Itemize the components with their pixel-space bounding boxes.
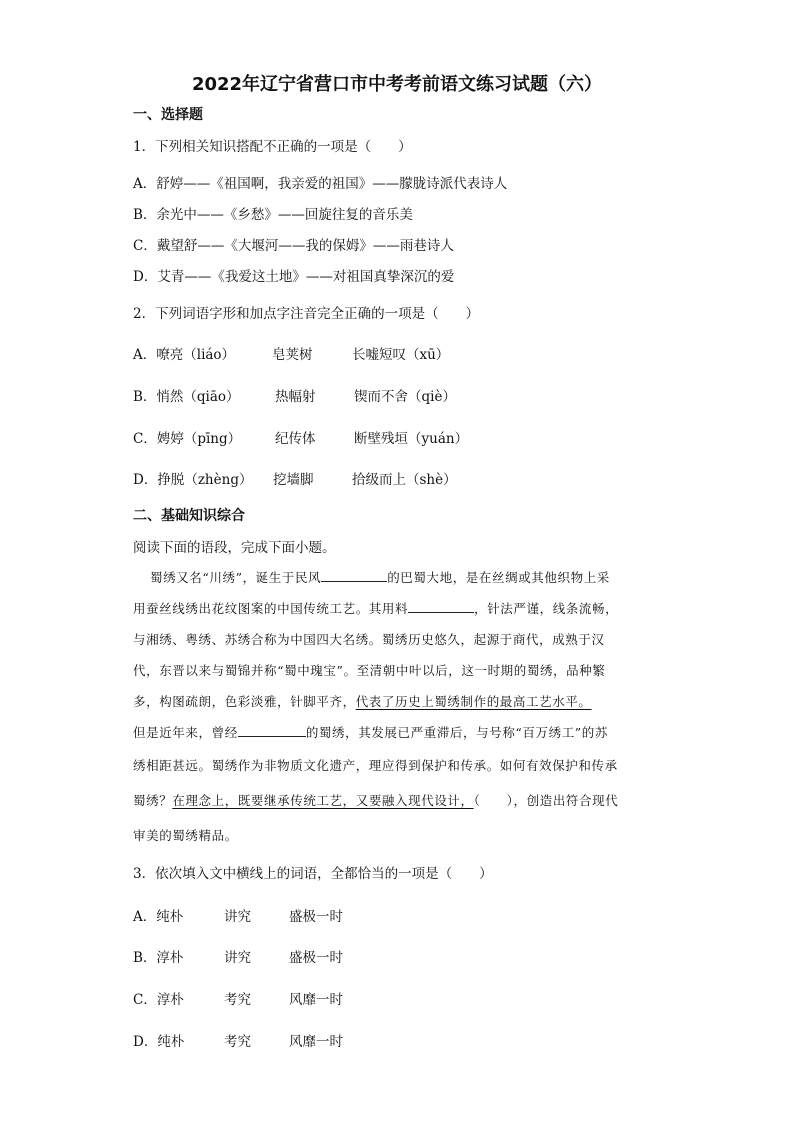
question-3-option-b-1: B．淳朴 [133,950,184,966]
question-1-option-a: A．舒婷——《祖国啊，我亲爱的祖国》——朦胧诗派代表诗人 [133,176,508,192]
question-3-option-d-1: D．纯朴 [133,1034,185,1050]
question-2-option-c-2: 纪传体 [275,431,316,447]
page-title: 2022年辽宁省营口市中考考前语文练习试题（六） [191,74,603,95]
fill-blank-2[interactable] [408,600,474,613]
question-3-option-c-3: 风靡一时 [289,992,343,1008]
question-1-option-d: D．艾青——《我爱这土地》——对祖国真挚深沉的爱 [133,269,455,285]
fill-blank-3[interactable] [238,724,306,737]
question-2-option-d-1: D．挣脱（zhèng） [133,472,253,488]
passage-text: 用蚕丝线绣出花纹图案的中国传统工艺。其用料 [133,601,409,616]
passage-line-2 [133,599,618,617]
passage-text: 多，构图疏朗，色彩淡雅，针脚平齐， [133,694,356,709]
passage-text: 的巴蜀大地，是在丝绸或其他织物上采 [387,570,610,585]
question-2-stem: 2．下列词语字形和加点字注音完全正确的一项是（ ） [133,306,480,322]
question-3-option-c-1: C．淳朴 [133,992,184,1008]
question-2-option-b-1: B．悄然（qiāo） [133,389,240,405]
question-2-option-a-1: A．嘹亮（liáo） [133,347,236,363]
question-1-option-b: B．余光中——《乡愁》——回旋往复的音乐美 [133,207,413,223]
question-3-option-a-3: 盛极一时 [289,909,343,925]
underlined-sentence-2: 在理念上，既要继承传统工艺，又要融入现代设计， [172,793,474,808]
question-3-option-d-3: 风靡一时 [289,1034,343,1050]
question-3-option-a-1: A．纯朴 [133,909,184,925]
reading-instruction: 阅读下面的语段，完成下面小题。 [133,540,336,556]
question-3-option-b-3: 盛极一时 [289,950,343,966]
section-heading-choice: 一、选择题 [133,107,203,123]
passage-line-9: 审美的蜀绣精品。 [133,828,238,843]
passage-line-5 [133,692,592,710]
question-3-option-a-2: 讲究 [224,909,251,925]
question-3-option-b-2: 讲究 [224,950,251,966]
underlined-sentence-1: 代表了历史上蜀绣制作的最高工艺水平。 [355,694,592,709]
passage-line-3: 与湘绣、粤绣、苏绣合称为中国四大名绣。蜀绣历史悠久，起源于商代，成熟于汉 [133,632,605,647]
question-2-option-c-1: C．娉婷（pīng） [133,431,242,447]
passage-text: 蜀绣又名“川绣”，诞生于民风 [150,570,322,585]
passage-line-1 [150,568,610,586]
question-2-option-c-3: 断壁残垣（yuán） [354,431,469,447]
fill-blank-1[interactable] [321,569,387,582]
question-2-option-d-2: 挖墙脚 [273,472,314,488]
question-2-option-b-3: 锲而不舍（qiè） [354,389,456,405]
passage-text: （ ），创造出符合现代 [473,793,619,808]
question-1-stem: 1．下列相关知识搭配不正确的一项是（ ） [133,139,412,155]
passage-line-8 [133,791,618,809]
passage-text: 蜀绣？ [133,793,173,808]
question-1-option-c: C．戴望舒——《大堰河——我的保姆》——雨巷诗人 [133,238,454,254]
passage-text: 的蜀绣，其发展已严重滞后，与号称“百万绣工”的苏 [305,725,608,740]
passage-text: ，针法严谨，线条流畅， [474,601,619,616]
question-2-option-a-2: 皂荚树 [272,347,313,363]
question-3-option-c-2: 考究 [224,992,251,1008]
passage-text: 但是近年来，曾经 [133,725,238,740]
question-3-stem: 3．依次填入文中横线上的词语，全都恰当的一项是（ ） [133,866,493,882]
passage-line-7: 绣相距甚远。蜀绣作为非物质文化遗产，理应得到保护和传承。如何有效保护和传承 [133,758,618,773]
passage-line-4: 代，东晋以来与蜀锦并称“蜀中瑰宝”。至清朝中叶以后，这一时期的蜀绣，品种繁 [133,663,606,678]
question-2-option-d-3: 拾级而上（shè） [352,472,457,488]
question-2-option-a-3: 长嘘短叹（xū） [352,347,450,363]
passage-line-6 [133,723,608,741]
question-3-option-d-2: 考究 [224,1034,251,1050]
section-heading-basics: 二、基础知识综合 [133,508,245,524]
question-2-option-b-2: 热幅射 [275,389,316,405]
